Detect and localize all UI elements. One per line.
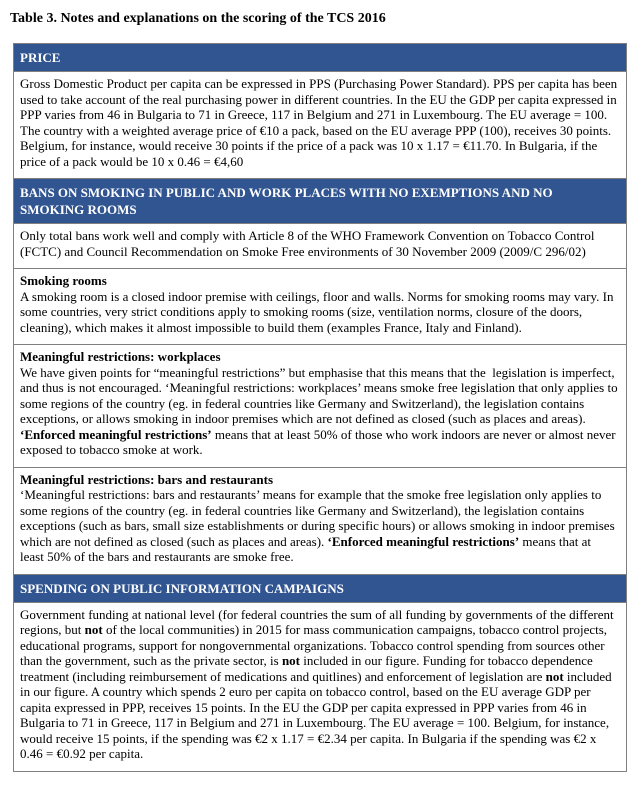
restrictions-bars-restaurants-subheading: Meaningful restrictions: bars and restaurants (20, 471, 274, 487)
smoking-rooms-subheading: Smoking rooms (20, 273, 107, 288)
restrictions-workplaces-text: We have given points for “meaningful restrictions” but emphasise that this means that the legislation is imperfect, and thus is not encouraged. ‘Meaningful restrictions: workplaces’ means smoke free legislation that only applies to some regions of the country (eg. in federal countries like Germany and Switzerland), the legislation contains exceptions, or allows smoking in indoor premises which are not defined as closed (such as places and areas). ‘Enforced meaningful restrictions’ means that at least 50% of those who work indoors are never or almost never exposed to tobacco smoke at work. (20, 364, 621, 457)
section-header-bans: BANS ON SMOKING IN PUBLIC AND WORK PLACES WITH NO EXEMPTIONS AND NO SMOKING ROOMS (14, 178, 626, 223)
bans-description-text: Only total bans work well and comply with Article 8 of the WHO Framework Convention on Tobacco Control (FCTC) and Council Recommendation on Smoke Free environments of 30 November 2009 (2009/C 296/02) (20, 228, 598, 259)
restrictions-bars-restaurants-text: ‘Meaningful restrictions: bars and restaurants’ means for example that the smoke free legislation only applies to some regions of the country (eg. in federal countries like Germany and Switzerland), the legislation contains exceptions (such as bars, small size establishments or during specific hours) or allows smoking in indoor premises which are not defined as closed (such as places and areas). ‘Enforced meaningful restrictions’ means that at least 50% of the bars and restaurants are smoke free. (20, 487, 618, 564)
table-title: Table 3. Notes and explanations on the scoring of the TCS 2016 (10, 11, 386, 26)
smoking-rooms-text: A smoking room is a closed indoor premise with ceilings, floor and walls. Norms for smoking rooms may vary. In some countries, very strict conditions apply to smoking rooms (size, ventilation norms, closure of the doors, cleaning), which makes it almost impossible to build them (examples France, Italy and Finland). (20, 288, 617, 335)
spending-description-row (14, 602, 626, 771)
section-header-price: PRICE (14, 44, 626, 71)
bans-description-row (14, 223, 626, 268)
section-header-spending: SPENDING ON PUBLIC INFORMATION CAMPAIGNS (14, 574, 626, 602)
restrictions-workplaces-subheading: Meaningful restrictions: workplaces (20, 349, 221, 364)
restrictions-workplaces-row (14, 344, 626, 467)
price-description-text: Gross Domestic Product per capita can be expressed in PPS (Purchasing Power Standard). PPS per capita has been used to take account of the real purchasing power in different countries. In the EU the GDP per capita expressed in PPP varies from 46 in Bulgaria to 71 in Greece, 117 in Belgium and 271 in Luxembourg. The EU average = 100. The country with a weighted average price of €10 a pack, based on the EU average PPP (100), receives 30 points. Belgium, for instance, would receive 30 points if the price of a pack was 10 x 1.17 = €11.70. In Bulgaria, if the price of a pack would be 10 x 0.46 = €4,60 (20, 76, 621, 169)
spending-description-text: Government funding at national level (for federal countries the sum of all funding by governments of the different regions, but not of the local communities) in 2015 for mass communication campaigns, tobacco control projects, educational programs, support for nongovernmental organizations. Tobacco control spending from sources other than the government, such as the private sector, is not included in our figure. Funding for tobacco dependence treatment (including reimbursement of medications and quitlines) and enforcement of legislation are not included in our figure. A country which spends 2 euro per capita on tobacco control, based on the EU average GDP per capita expressed in PPP, receives 15 points. In the EU the GDP per capita expressed in PPP varies from 46 in Bulgaria to 71 in Greece, 117 in Belgium and 271 in Luxembourg. The EU average = 100. Belgium, for instance, would receive 15 points, if the spending was €2 x 1.17 = €2.34 per capita. In Bulgaria if the spending was €2 x 0.46 = €0.92 per capita. (20, 606, 617, 761)
document-page (0, 10, 640, 772)
price-description-row (14, 71, 626, 178)
notes-table (13, 43, 627, 772)
restrictions-bars-restaurants-row (14, 467, 626, 574)
smoking-rooms-row (14, 268, 626, 344)
